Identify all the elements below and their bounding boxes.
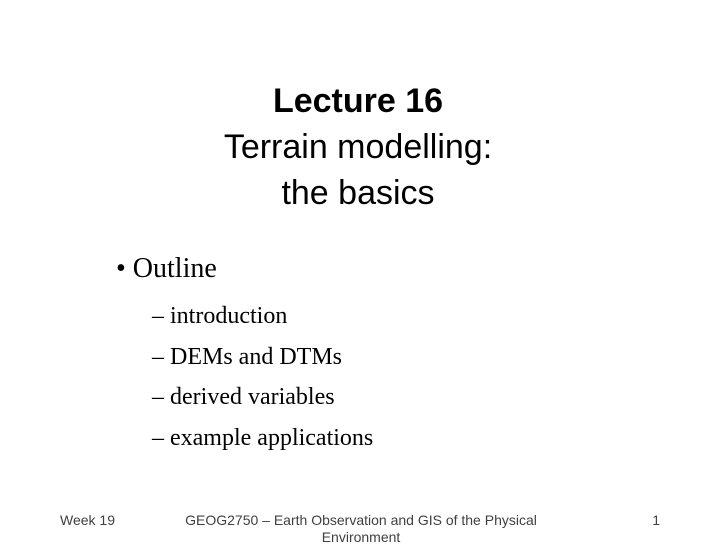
footer-course-title: GEOG2750 – Earth Observation and GIS of the Physical Environment	[185, 512, 537, 545]
title-line-1: Lecture 16	[272, 82, 444, 120]
outline-item-example-applications: – example applications	[152, 424, 374, 451]
title-line-3: the basics	[281, 174, 435, 212]
slide-title	[150, 78, 566, 216]
footer-page-number: 1	[652, 512, 660, 528]
outline-heading: • Outline	[116, 253, 217, 284]
outline-item-derived-variables: – derived variables	[152, 384, 335, 410]
footer-week: Week 19	[60, 512, 115, 528]
outline-item-dems-dtms: – DEMs and DTMs	[152, 343, 342, 370]
outline-item-introduction: – introduction	[152, 303, 288, 329]
title-line-2: Terrain modelling:	[223, 128, 493, 166]
outline-list	[152, 296, 373, 458]
